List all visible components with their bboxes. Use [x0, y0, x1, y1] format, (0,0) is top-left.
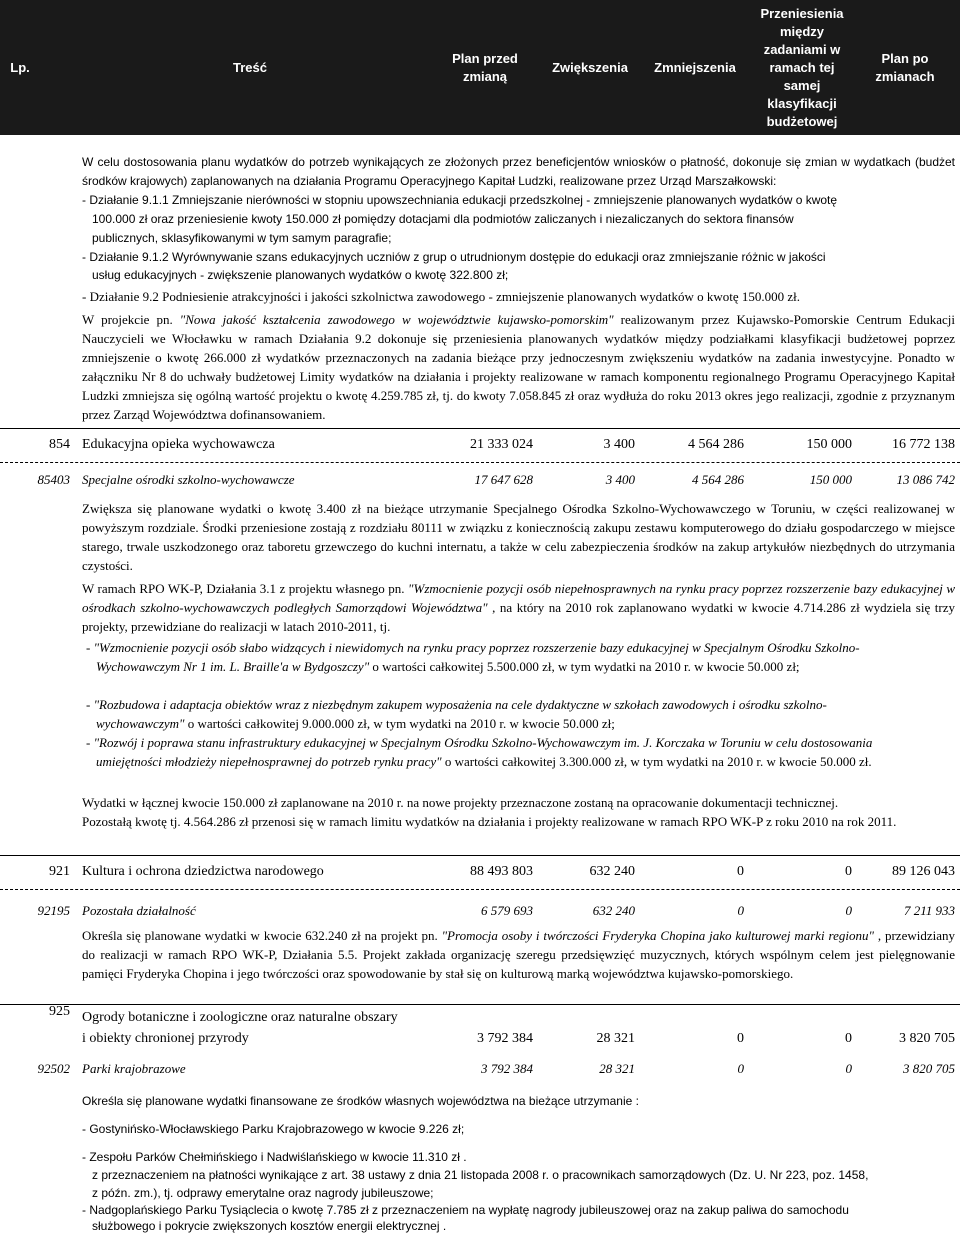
row-plan: 88 493 803 [470, 864, 533, 879]
row-zw: 28 321 [599, 1061, 635, 1076]
intro-paragraph: W celu dostosowania planu wydatków do potrzeb wynikających ze złożonych przez beneficjentów wniosków o płatność, dokonuje się zmian w wydatkach (budżet środków krajowych) zaplanowanych na działania Programu Operacyjnego Kapitał Ludzki, realizowane przez Urząd Marszałkowski: [82, 155, 955, 188]
s854-paragraph-3: Wydatki w łącznej kwocie 150.000 zł zaplanowane na 2010 r. na nowe projekty przeznaczone zostaną na opracowanie dokumentacji technicznej. [82, 795, 839, 810]
s854-p2-post: , na który na 2010 rok zaplanowano wydatki w kwocie 4.714.286 zł wydziela się trzy projekty, przewidziane do realizacji w latach 2010-2011, tj. [82, 600, 955, 634]
row-po: 3 820 705 [903, 1061, 955, 1076]
header-zmniejszenia: Zmniejszenia [654, 59, 736, 75]
row-zm: 0 [737, 903, 744, 918]
row-name-line-1: Ogrody botaniczne i zoologiczne oraz naturalne obszary [82, 1010, 398, 1025]
divider [0, 855, 960, 856]
header-lp: Lp. [10, 59, 30, 75]
row-code: 925 [49, 1004, 70, 1019]
header-zwiekszenia: Zwiększenia [552, 59, 628, 75]
row-zw: 3 400 [603, 437, 635, 452]
s854-item-1-title: "Wzmocnienie pozycji osób słabo widzących i niewidomych na rynku pracy poprzez rozszerzenie bazy edukacyjnej w Specjalnym Ośrodku Szkolno-Wychowawczym Nr 1 im. L. Braille'a w Bydgoszczy" [93, 640, 860, 674]
s925-line-1: Określa się planowane wydatki finansowane ze środków własnych województwa na bieżące utrzymanie : [82, 1094, 639, 1108]
s854-item-2 [86, 695, 886, 733]
row-prz: 150 000 [809, 472, 852, 487]
row-zw: 632 240 [589, 864, 635, 879]
s854-item-3-title: "Rozwój i poprawa stanu infrastruktury edukacyjnej w Specjalnym Ośrodku Szkolno-Wychowawczym im. J. Korczaka w Toruniu w celu dostosowania umiejętności młodzieży niepełnosprawnej do potrzeb rynku pracy" [93, 735, 873, 769]
row-plan: 6 579 693 [481, 903, 533, 918]
header-przeniesienia: Przeniesienia między zadaniami w ramach tej samej klasyfikacji budżetowej [760, 5, 844, 129]
row-code: 921 [49, 864, 70, 879]
row-zw: 3 400 [605, 472, 635, 487]
s921-paragraph [82, 926, 955, 983]
s921-title: "Promocja osoby i twórczości Fryderyka Chopina jako kulturowej marki regionu" [441, 928, 874, 943]
row-code: 85403 [37, 472, 70, 487]
row-zm: 4 564 286 [692, 472, 744, 487]
s854-item-2-title: "Rozbudowa i adaptacja obiektów wraz z niezbędnym zakupem wyposażenia na cele dydaktyczne w szkołach zawodowych i ośrodku szkolno-wychowawczym" [93, 697, 827, 731]
intro-p2-pre: W projekcie pn. [82, 312, 180, 327]
intro-bullet-1c: publicznych, sklasyfikowanymi w tym samym paragrafie; [92, 231, 392, 245]
intro-p2-post: realizowanym przez Kujawsko-Pomorskie Centrum Edukacji Nauczycieli we Włocławku w ramach Działania 9.2 dokonuje się przeniesienia planowanych wydatków między podziałkami klasyfikacji budżetowej poprzez zmniejszenie o kwotę 266.000 zł wydatków przeznaczonych na zadania bieżące przy jednoczesnym zwiększeniu wydatków na zadania inwestycyjne. Ponadto w załączniku Nr 8 do uchwały budżetowej Limity wydatków na działania i projekty realizowane w ramach komponentu regionalnego Programu Operacyjnego Kapitał Ludzki zmniejsza się ogólną wartość projektu o kwotę 4.259.785 zł, tj. do kwoty 7.058.845 zł oraz wydłuża do roku 2013 okres jego realizacji, zgodnie z przyznanym przez Zarząd Województwa dofinansowaniem. [82, 312, 955, 422]
row-zm: 0 [737, 1061, 744, 1076]
row-zw: 28 321 [596, 1031, 635, 1046]
row-po: 16 772 138 [892, 437, 955, 452]
row-name: Parki krajobrazowe [82, 1061, 186, 1076]
row-plan: 21 333 024 [470, 437, 533, 452]
s925-line-7: służbowego i pokrycie zwiększonych kosztów energii elektrycznej . [92, 1219, 447, 1233]
s921-post: , przewidziany do realizacji w ramach RPO WK-P, Działania 5.5. Projekt zakłada organizację szeregu przedsięwzięć muzycznych, których wspólnym celem jest pielęgnowanie pamięci Fryderyka Chopina i jego twórczości oraz spowodowanie by stał się on kulturową marką województwa kujawsko-pomorskiego. [82, 928, 955, 981]
row-code: 854 [49, 437, 70, 452]
row-name-line-2: i obiekty chronionej przyrody [82, 1031, 249, 1046]
row-code: 92502 [37, 1061, 70, 1076]
intro-bullet-3: - Działanie 9.2 Podniesienie atrakcyjności i jakości szkolnictwa zawodowego - zmniejszenie planowanych wydatków o kwotę 150.000 zł. [82, 289, 801, 304]
row-po: 7 211 933 [903, 903, 955, 918]
row-prz: 0 [845, 903, 852, 918]
bullet-dash: - [86, 640, 94, 655]
row-code: 92195 [37, 903, 70, 918]
bullet-dash: - [86, 735, 94, 750]
header-plan-przed: Plan przed zmianą [452, 50, 518, 84]
row-name: Edukacyjna opieka wychowawcza [82, 437, 275, 452]
header-plan-po: Plan po zmianach [875, 50, 935, 84]
intro-p2-title: "Nowa jakość kształcenia zawodowego w województwie kujawsko-pomorskim" [179, 312, 614, 327]
row-name: Pozostała działalność [82, 903, 196, 918]
intro-bullet-2b: usług edukacyjnych - zwiększenie planowanych wydatków o kwotę 322.800 zł; [92, 268, 509, 282]
row-po: 89 126 043 [892, 864, 955, 879]
s925-line-2: - Gostynińsko-Włocławskiego Parku Krajobrazowego w kwocie 9.226 zł; [82, 1122, 465, 1136]
row-prz: 0 [845, 1031, 852, 1046]
s854-p2-title: "Wzmocnienie pozycji osób niepełnosprawnych na rynku pracy poprzez rozszerzenie bazy edukacyjnej w ośrodkach szkolno-wychowawczych podległych Samorządowi Województwa" [82, 581, 955, 615]
s854-item-1-post: o wartości całkowitej 5.500.000 zł, w tym wydatki na 2010 r. w kwocie 50.000 zł; [369, 659, 800, 674]
row-name: Specjalne ośrodki szkolno-wychowawcze [82, 472, 295, 487]
s925-line-5: z późn. zm.), tj. odprawy emerytalne oraz nagrody jubileuszowe; [92, 1186, 434, 1200]
divider [0, 1004, 960, 1005]
s854-item-1 [86, 638, 876, 676]
dashed-divider [0, 462, 960, 463]
s854-paragraph-4: Pozostałą kwotę tj. 4.564.286 zł przenosi się w ramach limitu wydatków na działania i projekty realizowane w ramach RPO WK-P z roku 2010 na rok 2011. [82, 814, 897, 829]
s921-pre: Określa się planowane wydatki w kwocie 632.240 zł na projekt pn. [82, 928, 442, 943]
intro-bullet-2a: - Działanie 9.1.2 Wyrównywanie szans edukacyjnych uczniów z grup o utrudnionym dostępie do edukacji oraz zmniejszanie różnic w jakości [82, 250, 826, 264]
s854-item-3 [86, 733, 896, 771]
row-zm: 0 [737, 1031, 744, 1046]
row-prz: 150 000 [806, 437, 852, 452]
header-tresc: Treść [233, 59, 267, 75]
intro-project-paragraph [82, 310, 955, 424]
table-header [0, 0, 960, 135]
s925-line-4: z przeznaczeniem na płatności wynikające z art. 38 ustawy z dnia 21 listopada 2008 r. o pracownikach samorządowych (Dz. U. Nr 223, poz. 1458, [92, 1168, 869, 1182]
row-prz: 0 [845, 864, 852, 879]
s854-p2-pre: W ramach RPO WK-P, Działania 3.1 z projektu własnego pn. [82, 581, 409, 596]
s854-paragraph-1: Zwiększa się planowane wydatki o kwotę 3.400 zł na bieżące utrzymanie Specjalnego Ośrodka Szkolno-Wychowawczego w Toruniu, w części realizowanej w powyższym rozdziale. Środki przeniesione zostają z rozdziału 80111 w związku z koniecznością zakupu zestawu komputerowego do działu gospodarczego w miejsce starego, trwale uszkodzonego oraz taboretu grzewczego do kuchni internatu, a także w celu zabezpieczenia środków na zakup artykułów niezbędnych do utrzymania czystości. [82, 501, 955, 573]
s854-item-3-post: o wartości całkowitej 3.300.000 zł, w tym wydatki na 2010 r. w kwocie 50.000 zł. [441, 754, 872, 769]
row-plan: 17 647 628 [474, 472, 533, 487]
bullet-dash: - [86, 697, 94, 712]
row-zw: 632 240 [592, 903, 635, 918]
divider [0, 428, 960, 429]
row-plan: 3 792 384 [481, 1061, 533, 1076]
intro-bullet-1b: 100.000 zł oraz przeniesienie kwoty 150.000 zł pomiędzy dotacjami dla podmiotów zaliczanych i niezaliczanych do sektora finansów [92, 212, 794, 226]
row-prz: 0 [845, 1061, 852, 1076]
s854-paragraph-2 [82, 579, 955, 636]
row-zm: 4 564 286 [688, 437, 744, 452]
row-po: 3 820 705 [899, 1031, 955, 1046]
row-plan: 3 792 384 [477, 1031, 533, 1046]
s925-line-6: - Nadgoplańskiego Parku Tysiąclecia o kwotę 7.785 zł z przeznaczeniem na wypłatę nagrody jubileuszowej oraz na zakup paliwa do samochodu [82, 1203, 849, 1217]
intro-bullet-1a: - Działanie 9.1.1 Zmniejszanie nierówności w stopniu upowszechniania edukacji przedszkolnej - zmniejszenie planowanych wydatków o kwotę [82, 193, 838, 207]
row-name: Kultura i ochrona dziedzictwa narodowego [82, 864, 324, 879]
row-zm: 0 [737, 864, 744, 879]
dashed-divider [0, 889, 960, 890]
row-po: 13 086 742 [896, 472, 955, 487]
s854-item-2-post: o wartości całkowitej 9.000.000 zł, w tym wydatki na 2010 r. w kwocie 50.000 zł; [184, 716, 615, 731]
s925-line-3: - Zespołu Parków Chełmińskiego i Nadwiślańskiego w kwocie 11.310 zł . [82, 1150, 467, 1164]
